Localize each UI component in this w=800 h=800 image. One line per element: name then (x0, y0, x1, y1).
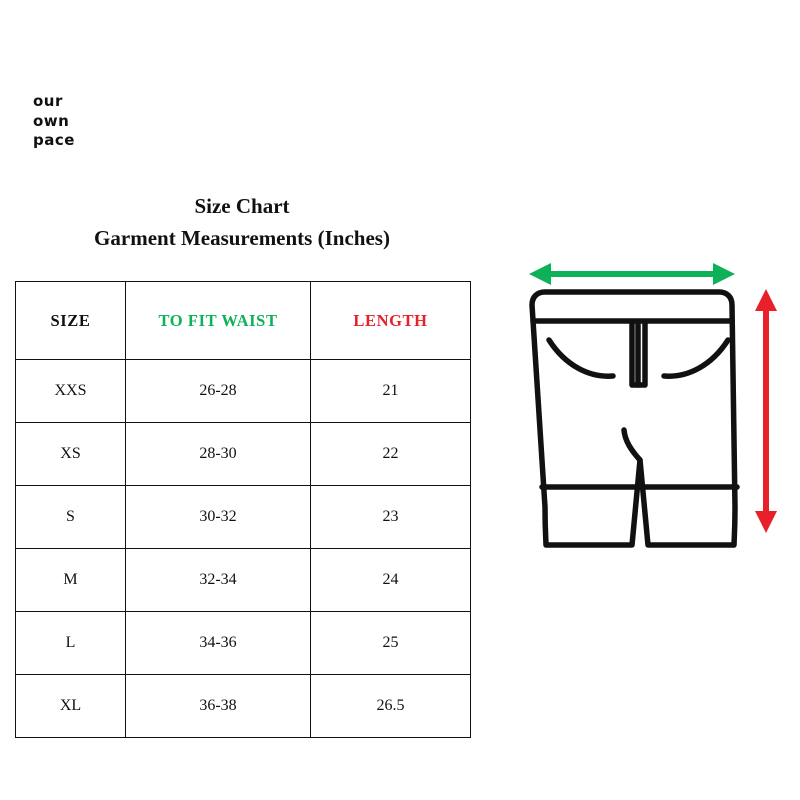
table-row (16, 675, 471, 738)
table-row (16, 360, 471, 423)
cell-length: 22 (311, 423, 471, 486)
cell-length: 23 (311, 486, 471, 549)
brand-logo-line-1: our (33, 92, 63, 110)
table-row (16, 486, 471, 549)
table-header-row (16, 282, 471, 360)
cell-waist: 28-30 (126, 423, 311, 486)
page-title: Size Chart (194, 194, 290, 218)
shorts-illustration (485, 245, 795, 565)
cell-length: 25 (311, 612, 471, 675)
cell-size: S (16, 486, 126, 549)
cell-waist: 34-36 (126, 612, 311, 675)
page-subtitle: Garment Measurements (Inches) (94, 226, 390, 251)
column-header-waist: TO FIT WAIST (126, 282, 311, 360)
brand-logo-line-2: own (33, 111, 70, 130)
cell-length: 26.5 (311, 675, 471, 738)
table-row (16, 549, 471, 612)
cell-size: XL (16, 675, 126, 738)
cell-waist: 30-32 (126, 486, 311, 549)
brand-logo-line-3: pace (33, 131, 75, 149)
title-block (14, 192, 470, 253)
cell-size: XS (16, 423, 126, 486)
cell-waist: 32-34 (126, 549, 311, 612)
shorts-outline (532, 292, 737, 545)
size-chart-table (15, 281, 471, 738)
table-body (16, 360, 471, 738)
table-row (16, 612, 471, 675)
cell-length: 21 (311, 360, 471, 423)
waist-measure-arrow-icon (529, 263, 735, 285)
cell-size: L (16, 612, 126, 675)
column-header-length: LENGTH (311, 282, 471, 360)
length-measure-arrow-icon (755, 289, 777, 533)
table-row (16, 423, 471, 486)
cell-waist: 36-38 (126, 675, 311, 738)
cell-waist: 26-28 (126, 360, 311, 423)
cell-length: 24 (311, 549, 471, 612)
brand-logo (33, 92, 75, 151)
cell-size: M (16, 549, 126, 612)
cell-size: XXS (16, 360, 126, 423)
column-header-size: SIZE (16, 282, 126, 360)
